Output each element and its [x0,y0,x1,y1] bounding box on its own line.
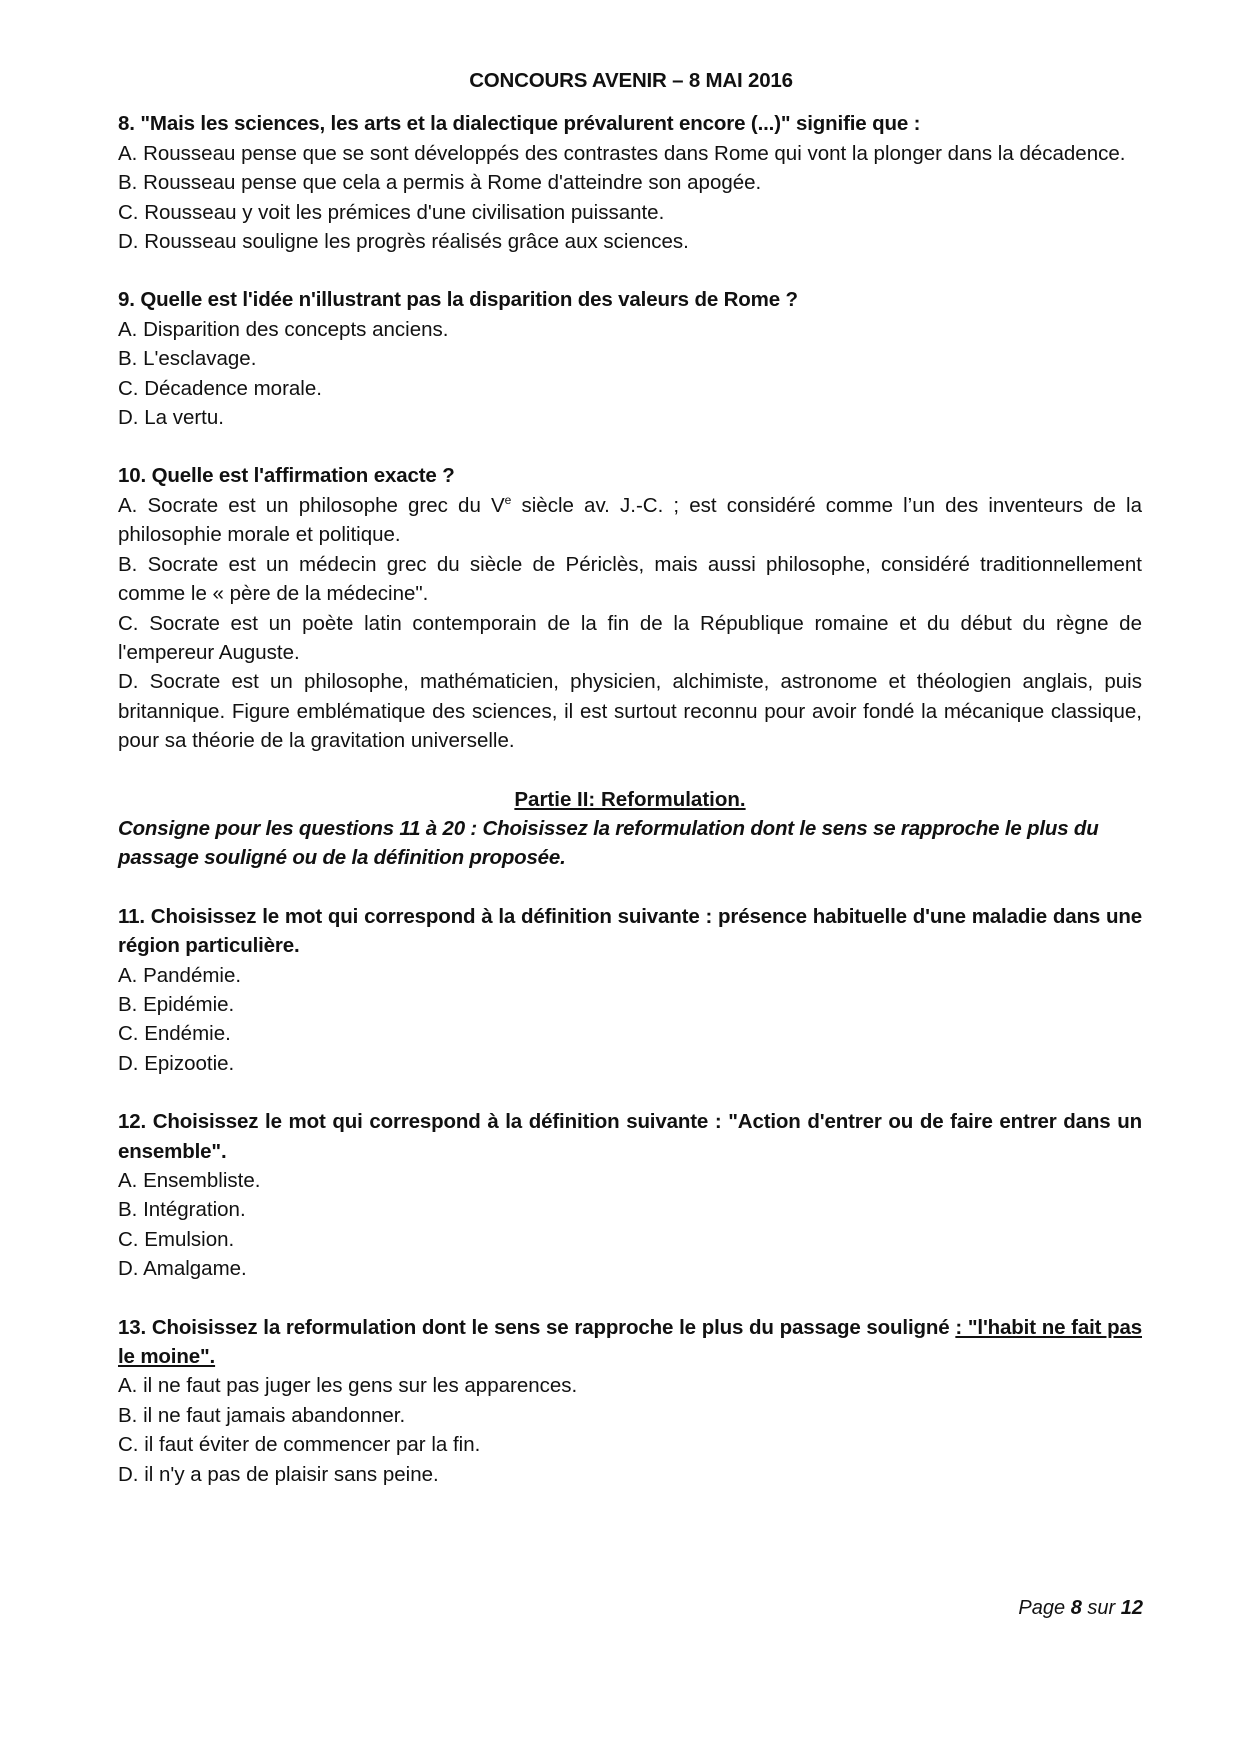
question-13-option-d: D. il n'y a pas de plaisir sans peine. [118,1462,439,1486]
question-9-option-b: B. L'esclavage. [118,347,257,371]
question-13-title-text: 13. Choisissez la reformulation dont le sens se rapproche le plus du passage souligné [118,1315,956,1339]
question-8-option-a: A. Rousseau pense que se sont développés des contrastes dans Rome qui vont la plonger dans la décadence. [118,141,1126,165]
question-12-option-c: C. Emulsion. [118,1227,235,1251]
question-10-option-a-end: siècle av. J.-C. ; est considéré comme l’un des inventeurs de la philosophie morale et politique. [118,493,1142,547]
page-sur: sur [1087,1597,1116,1619]
question-12-option-d: D. Amalgame. [118,1257,247,1281]
question-10-option-b: B. Socrate est un médecin grec du siècle de Périclès, mais aussi philosophe, considéré traditionnellement comme le « père de la médecine". [118,552,1142,606]
question-11-option-d: D. Epizootie. [118,1051,235,1075]
question-10-title: 10. Quelle est l'affirmation exacte ? [118,464,455,488]
question-13-title [118,1313,1142,1372]
question-9-title: 9. Quelle est l'idée n'illustrant pas la disparition des valeurs de Rome ? [118,288,798,312]
page-number [1018,1597,1143,1620]
underlined-passage: : "l'habit ne fait pas le moine". [118,1315,1142,1369]
page-total: 12 [1120,1597,1143,1619]
page-current: 8 [1070,1597,1082,1619]
question-11-option-b: B. Epidémie. [118,992,235,1016]
question-11-option-a: A. Pandémie. [118,963,242,987]
question-11-title: 11. Choisissez le mot qui correspond à la définition suivante : présence habituelle d'une maladie dans une région particulière. [118,904,1142,958]
question-12-title: 12. Choisissez le mot qui correspond à la définition suivante : "Action d'entrer ou de faire entrer dans un ensemble". [118,1110,1142,1163]
question-8-title: 8. "Mais les sciences, les arts et la dialectique prévalurent encore (...)" signifie que : [118,112,921,136]
question-9 [118,285,1142,432]
question-12 [118,1107,1142,1283]
question-12-option-b: B. Intégration. [118,1198,246,1222]
question-13-option-a: A. il ne faut pas juger les gens sur les apparences. [118,1374,578,1398]
question-10-option-c: C. Socrate est un poète latin contemporain de la fin de la République romaine et du début du règne de l'empereur Auguste. [118,611,1142,664]
question-10-option-a-start: A. Socrate est un philosophe grec du V [118,493,505,517]
question-11 [118,902,1142,1078]
question-8-option-d: D. Rousseau souligne les progrès réalisés grâce aux sciences. [118,230,689,254]
question-12-option-a: A. Ensembliste. [118,1169,261,1192]
question-13-option-c: C. il faut éviter de commencer par la fin. [118,1433,481,1457]
question-8-option-c: C. Rousseau y voit les prémices d'une civilisation puissante. [118,200,665,224]
question-8 [118,109,1142,256]
section-title-part-2: Partie II: Reformulation. [514,787,746,811]
page-word: Page [1018,1597,1066,1619]
question-13 [118,1313,1142,1489]
question-8-option-b: B. Rousseau pense que cela a permis à Rome d'atteindre son apogée. [118,171,762,195]
question-10 [118,461,1142,755]
question-9-option-c: C. Décadence morale. [118,376,322,400]
question-10-option-a [118,491,1142,550]
question-11-option-c: C. Endémie. [118,1022,231,1046]
question-13-option-b: B. il ne faut jamais abandonner. [118,1403,406,1427]
question-9-option-d: D. La vertu. [118,406,224,430]
question-9-option-a: A. Disparition des concepts anciens. [118,317,449,341]
question-10-option-d: D. Socrate est un philosophe, mathématicien, physicien, alchimiste, astronome et théologien anglais, puis britannique. Figure emblématique des sciences, il est surtout reconnu pour avoir fondé la mécanique classique, pour sa théorie de la gravitation universelle. [118,670,1142,753]
document-page [118,66,1142,1518]
exam-header: CONCOURS AVENIR – 8 MAI 2016 [469,69,793,92]
superscript-e: e [504,493,512,508]
section-instructions: Consigne pour les questions 11 à 20 : Choisissez la reformulation dont le sens se rapproche le plus du passage souligné ou de la définition proposée. [118,816,1099,870]
